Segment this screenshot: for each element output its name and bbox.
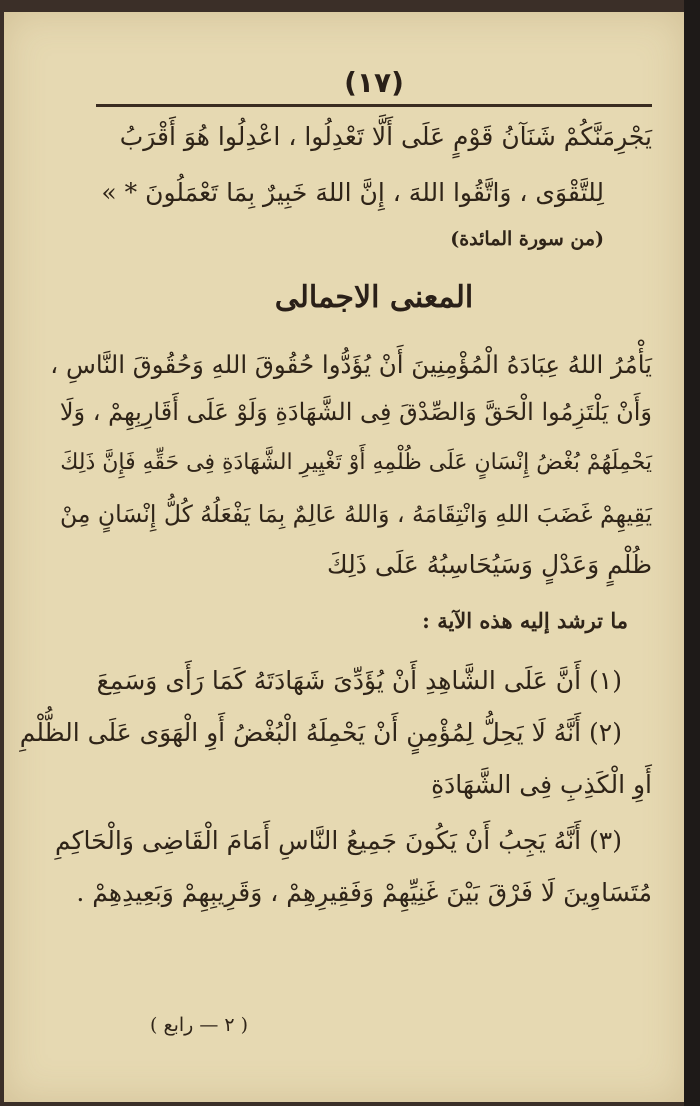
point-3-continued: مُتَسَاوِينَ لَا فَرْقَ بَيْنَ غَنِيِّهِمْ وَفَقِيرِهِمْ ، وَقَرِيبِهِمْ وَبَعِيدِهِمْ .	[76, 878, 652, 907]
verse-line-2: لِلتَّقْوَى ، وَاتَّقُوا اللهَ ، إِنَّ اللهَ خَبِيرٌ بِمَا تَعْمَلُونَ * »	[101, 178, 604, 207]
book-binding	[684, 0, 700, 1106]
page-number: (١٧)	[344, 66, 404, 99]
point-2-continued: أَوِ الْكَذِبِ فِى الشَّهَادَةِ	[431, 770, 652, 799]
point-2: (٢) أَنَّهُ لَا يَحِلُّ لِمُؤْمِنٍ أَنْ يَحْمِلَهُ الْبُغْضُ أَوِ الْهَوَى عَلَى الظُّلْمِ	[19, 718, 622, 747]
summary-line-1: يَأْمُرُ اللهُ عِبَادَهُ الْمُؤْمِنِينَ أَنْ يُؤَدُّوا حُقُوقَ اللهِ وَحُقُوقَ النَّاسِ ،	[50, 350, 652, 379]
header-rule	[96, 104, 652, 107]
summary-line-3: يَحْمِلَهُمْ بُغْضُ إِنْسَانٍ عَلَى ظُلْمِهِ أَوْ تَغْيِيرِ الشَّهَادَةِ فِى حَقِّهِ فَإِنَّ ذَلِكَ	[60, 450, 652, 475]
summary-line-4: يَقِيهِمْ غَضَبَ اللهِ وَانْتِقَامَهُ ، وَاللهُ عَالِمٌ بِمَا يَفْعَلُهُ كُلُّ إِنْسَانٍ مِنْ	[59, 500, 652, 528]
verse-source: (من سورة المائدة)	[450, 228, 604, 250]
guidance-heading: ما ترشد إليه هذه الآية :	[422, 608, 628, 633]
summary-line-2: وَأَنْ يَلْتَزِمُوا الْحَقَّ وَالصِّدْقَ فِى الشَّهَادَةِ وَلَوْ عَلَى أَقَارِبِهِمْ ، وَلَا	[59, 398, 652, 426]
signature-mark: ( ٢ — رابع )	[150, 1014, 249, 1036]
section-heading: المعنى الاجمالى	[274, 280, 474, 315]
point-3: (٣) أَنَّهُ يَجِبُ أَنْ يَكُونَ جَمِيعُ النَّاسِ أَمَامَ الْقَاضِى وَالْحَاكِمِ	[54, 826, 622, 855]
summary-line-5: ظُلْمٍ وَعَدْلٍ وَسَيُحَاسِبُهُ عَلَى ذَلِكَ	[327, 550, 652, 579]
point-1: (١) أَنَّ عَلَى الشَّاهِدِ أَنْ يُؤَدِّىَ شَهَادَتَهُ كَمَا رَأَى وَسَمِعَ	[96, 666, 622, 695]
verse-line-1: يَجْرِمَنَّكُمْ شَنَآنُ قَوْمٍ عَلَى أَلَّا تَعْدِلُوا ، اعْدِلُوا هُوَ أَقْرَبُ	[119, 122, 652, 151]
